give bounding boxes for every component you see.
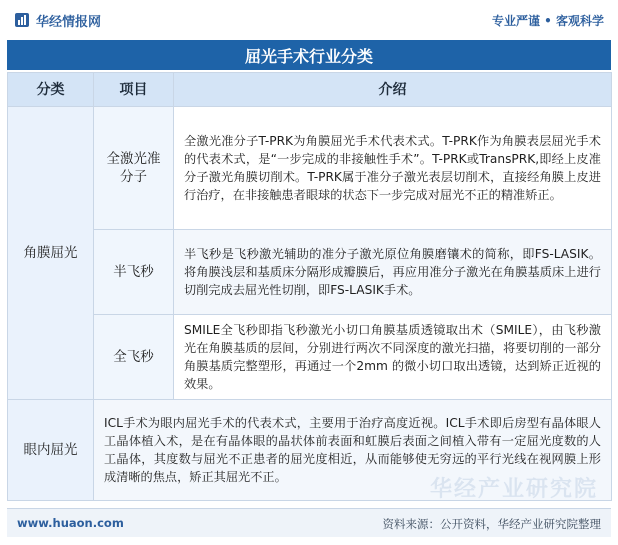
source-note: 资料来源：公开资料，华经产业研究院整理: [382, 517, 601, 531]
huajing-logo-icon: [14, 12, 30, 28]
footer-url[interactable]: www.huaon.com: [17, 516, 124, 530]
column-header-intro: 介绍: [174, 73, 612, 107]
table-title: 屈光手术行业分类: [7, 40, 611, 70]
classification-table: [7, 72, 612, 501]
top-bar: [0, 0, 618, 40]
item-cell: 全飞秒: [94, 315, 174, 400]
description-cell: ICL手术为眼内屈光手术的代表术式，主要用于治疗高度近视。ICL手术即后房型有晶体眼人工晶体植入术，是在有晶体眼的晶状体前表面和虹膜后表面之间植入带有一定屈光度数的人工晶体，其度数与屈光不正患者的屈光度相近，从而能够使无穷远的平行光线在视网膜上形成清晰的焦点，矫正其屈光不正。: [94, 400, 612, 501]
category-cell: 眼内屈光: [8, 400, 94, 501]
table-row: [8, 315, 612, 400]
header-row: [8, 73, 612, 107]
column-header-category: 分类: [8, 73, 94, 107]
item-cell: 全激光准分子: [94, 107, 174, 230]
description-cell: SMILE全飞秒即指飞秒激光小切口角膜基质透镜取出术（SMILE），由飞秒激光在角膜基质的层间，分别进行两次不同深度的激光扫描，将要切削的一部分角膜基质完整塑形，再通过一个2mm 的微小切口取出透镜，达到矫正近视的效果。: [174, 315, 612, 400]
description-cell: 全激光准分子T-PRK为角膜屈光手术代表术式。T-PRK作为角膜表层屈光手术的代表术式，是“一步完成的非接触性手术”。T-PRK或TransPRK,即经上皮准分子激光角膜切削术。T-PRK属于准分子激光表层切削术，直接经角膜上皮进行治疗，在非接触患者眼球的状态下一步完成对屈光不正的精准矫正。: [174, 107, 612, 230]
watermark: 华经产业研究院: [430, 477, 599, 502]
column-header-item: 项目: [94, 73, 174, 107]
brand-name: 华经情报网: [36, 14, 102, 30]
footer: [7, 508, 611, 537]
category-cell: 角膜屈光: [8, 107, 94, 400]
description-cell: 半飞秒是飞秒激光辅助的准分子激光原位角膜磨镶术的简称，即FS-LASIK。将角膜浅层和基质床分隔形成瓣膜后，再应用准分子激光在角膜基质床上进行切削完成去屈光性切削，即FS-LASIK手术。: [174, 230, 612, 315]
tagline: 专业严谨 • 客观科学: [491, 14, 604, 28]
table-row: [8, 107, 612, 230]
brand[interactable]: [14, 10, 101, 30]
table-row: [8, 230, 612, 315]
item-cell: 半飞秒: [94, 230, 174, 315]
